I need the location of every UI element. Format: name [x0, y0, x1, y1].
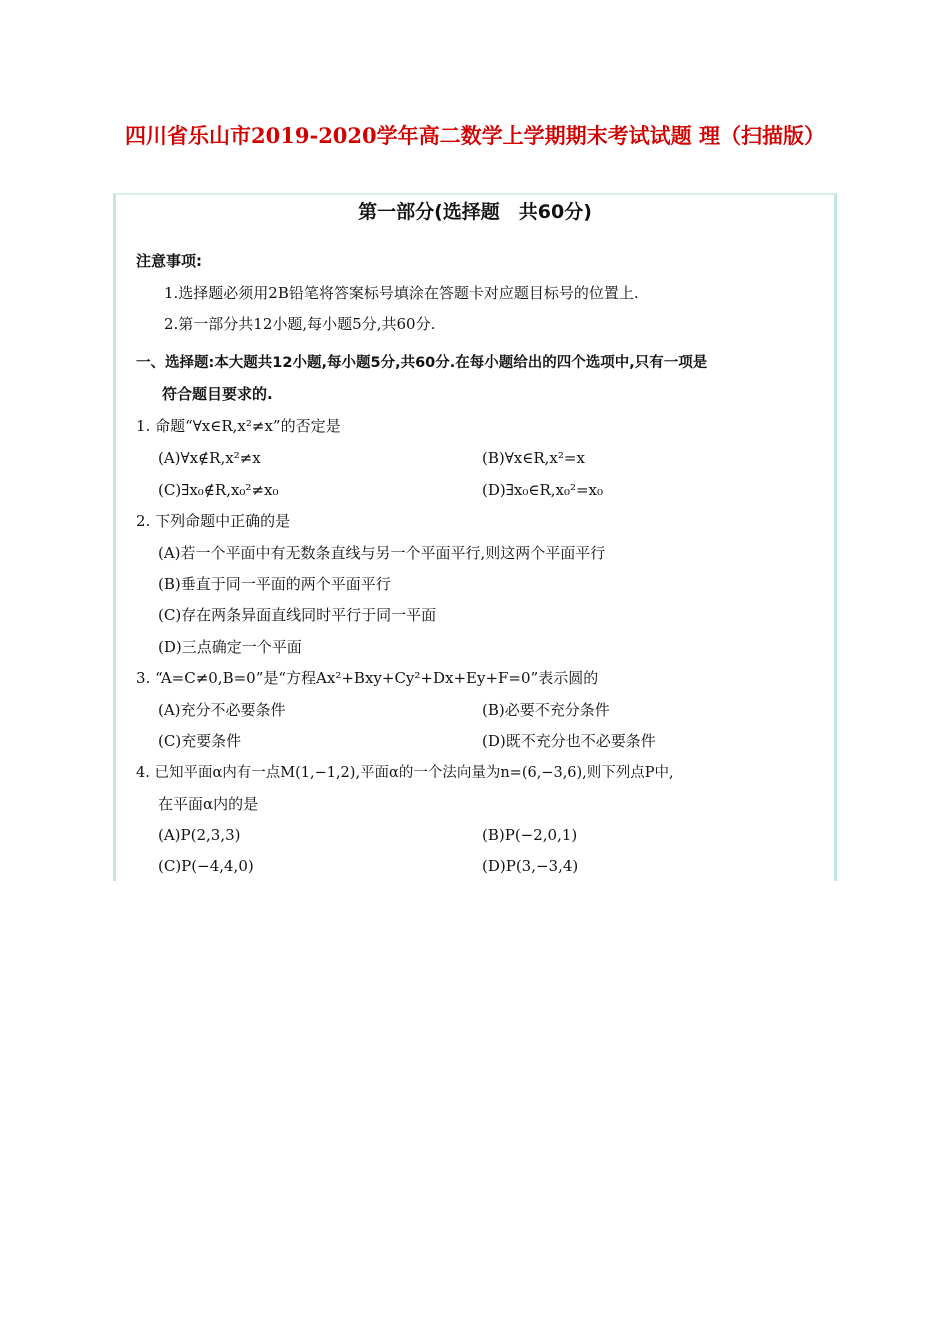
question-3-option-c: (C)充要条件	[158, 732, 242, 750]
question-3-option-d: (D)既不充分也不必要条件	[482, 732, 656, 750]
question-4-option-a: (A)P(2,3,3)	[158, 826, 241, 844]
question-2-option-b: (B)垂直于同一平面的两个平面平行	[158, 575, 391, 593]
question-3-option-a: (A)充分不必要条件	[158, 701, 286, 719]
question-1-stem: 1. 命题“∀x∈R,x²≠x”的否定是	[136, 417, 341, 435]
question-1-option-a: (A)∀x∉R,x²≠x	[158, 449, 261, 467]
question-4-option-c: (C)P(−4,4,0)	[158, 857, 254, 875]
question-4-stem: 4. 已知平面α内有一点M(1,−1,2),平面α的一个法向量为n=(6,−3,6),则下列点P中,	[136, 765, 674, 781]
question-3-stem: 3. “A=C≠0,B=0”是“方程Ax²+Bxy+Cy²+Dx+Ey+F=0”表示圆的	[136, 669, 599, 687]
question-2-option-c: (C)存在两条异面直线同时平行于同一平面	[158, 606, 437, 624]
scanned-exam-page	[113, 193, 837, 881]
question-1-option-b: (B)∀x∈R,x²=x	[482, 449, 585, 467]
question-1-option-c: (C)∃x₀∉R,x₀²≠x₀	[158, 481, 279, 499]
document-title: 四川省乐山市2019-2020学年高二数学上学期期末考试试题 理（扫描版）	[125, 123, 825, 148]
question-1-option-d: (D)∃x₀∈R,x₀²=x₀	[482, 481, 604, 499]
notice-item: 2.第一部分共12小题,每小题5分,共60分.	[164, 315, 436, 333]
question-4-stem-cont: 在平面α内的是	[158, 795, 259, 813]
section-instruction: 一、选择题:本大题共12小题,每小题5分,共60分.在每小题给出的四个选项中,只有一项是	[136, 355, 708, 371]
notice-heading: 注意事项:	[136, 252, 202, 270]
part-heading: 第一部分(选择题 共60分)	[358, 201, 592, 223]
question-4-option-b: (B)P(−2,0,1)	[482, 826, 578, 844]
notice-item: 1.选择题必须用2B铅笔将答案标号填涂在答题卡对应题目标号的位置上.	[164, 284, 639, 302]
question-3-option-b: (B)必要不充分条件	[482, 701, 610, 719]
question-2-option-a: (A)若一个平面中有无数条直线与另一个平面平行,则这两个平面平行	[158, 544, 606, 562]
question-2-stem: 2. 下列命题中正确的是	[136, 512, 291, 530]
question-4-option-d: (D)P(3,−3,4)	[482, 857, 579, 875]
section-instruction-cont: 符合题目要求的.	[162, 385, 273, 403]
question-2-option-d: (D)三点确定一个平面	[158, 638, 302, 656]
